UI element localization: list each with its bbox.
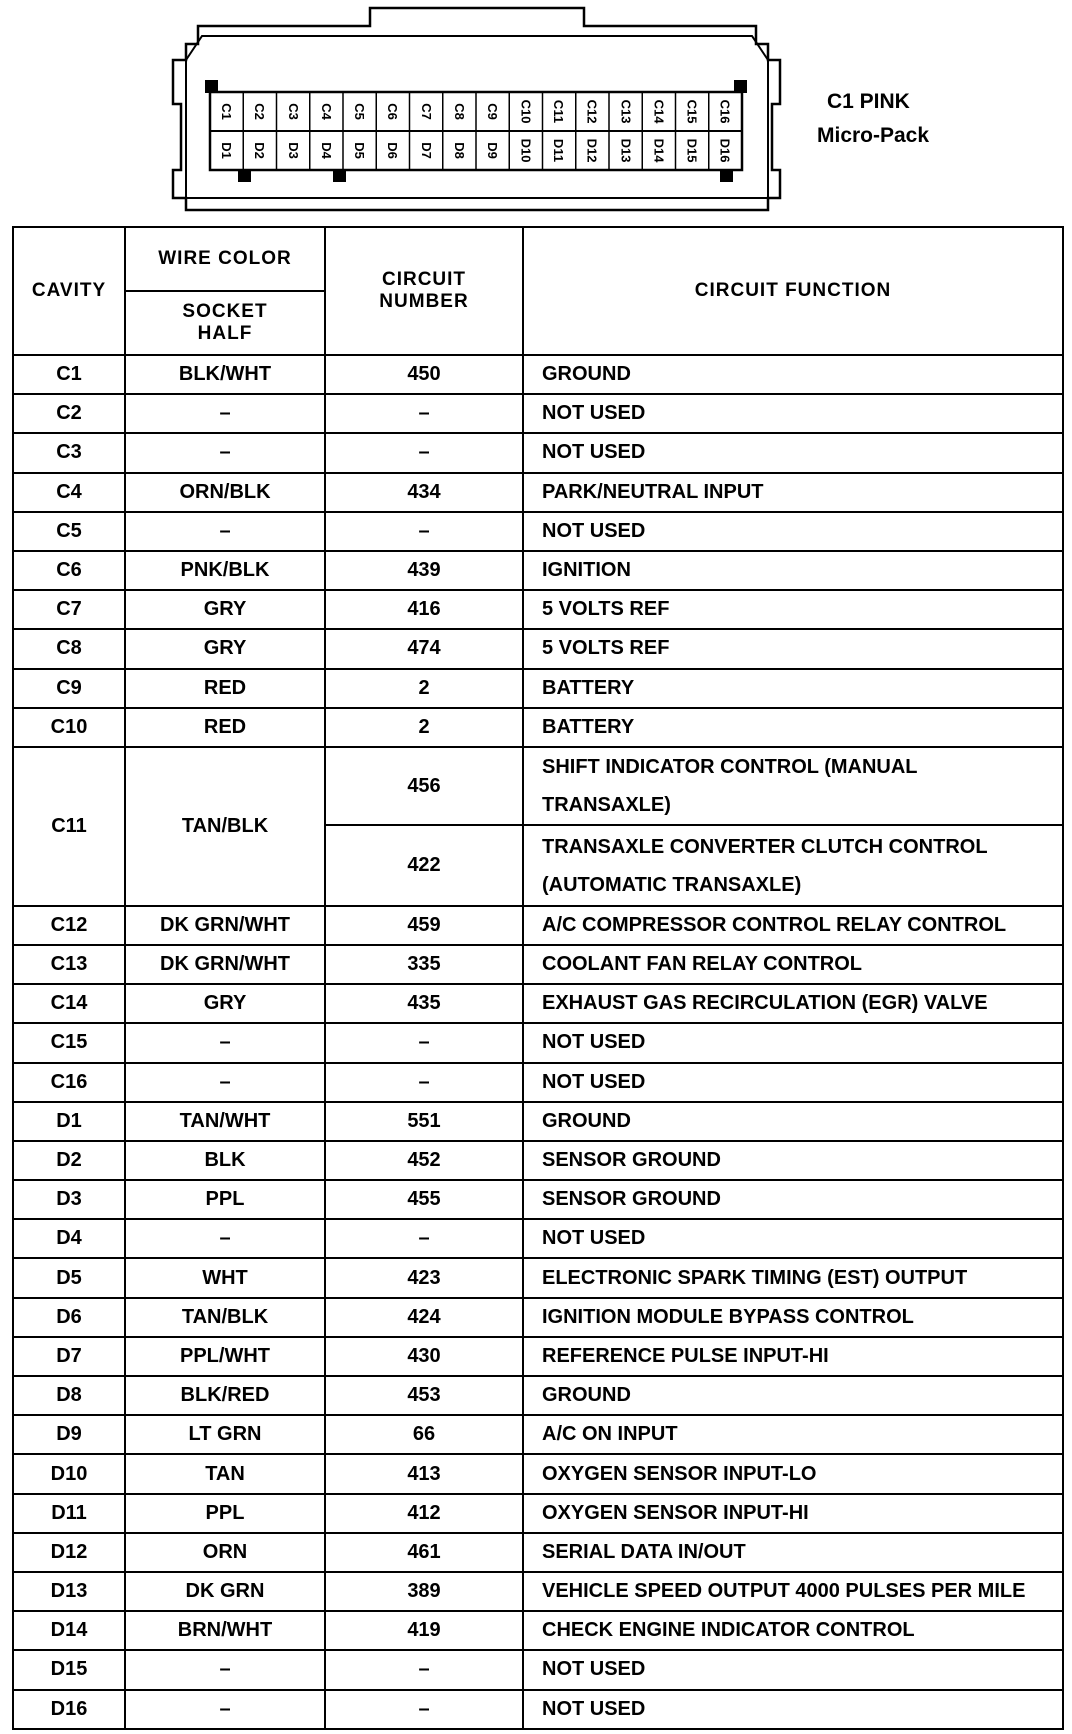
wire-color-cell: RED xyxy=(125,708,325,747)
cavity-cell: C4 xyxy=(13,473,125,512)
circuit-function-cell xyxy=(523,825,1063,905)
cavity-cell: C14 xyxy=(13,984,125,1023)
wire-color-cell: DK GRN/WHT xyxy=(125,906,325,945)
wire-color-cell: TAN/WHT xyxy=(125,1102,325,1141)
circuit-number-cell: 459 xyxy=(325,906,523,945)
circuit-function-cell: NOT USED xyxy=(523,1650,1063,1689)
pin-d14 xyxy=(643,133,674,168)
cavity-cell: D7 xyxy=(13,1337,125,1376)
circuit-function-cell: IGNITION MODULE BYPASS CONTROL xyxy=(523,1298,1063,1337)
pin-label: C14 xyxy=(651,99,667,124)
cavity-cell: C8 xyxy=(13,629,125,668)
cavity-cell: D6 xyxy=(13,1298,125,1337)
circuit-function-cell: GROUND xyxy=(523,1102,1063,1141)
pin-label: D3 xyxy=(285,142,301,159)
pin-label: C1 xyxy=(219,103,234,120)
cavity-cell: C6 xyxy=(13,551,125,590)
wire-color-cell: BLK/WHT xyxy=(125,355,325,394)
table-row xyxy=(13,1611,1063,1650)
circuit-function-cell: A/C COMPRESSOR CONTROL RELAY CONTROL xyxy=(523,906,1063,945)
pin-d15 xyxy=(677,133,708,168)
table-row xyxy=(13,1141,1063,1180)
pin-label: D13 xyxy=(617,138,633,163)
circuit-number-cell: – xyxy=(325,433,523,472)
pin-label: C10 xyxy=(518,99,534,124)
pin-d12 xyxy=(577,133,608,168)
cavity-cell: C7 xyxy=(13,590,125,629)
pin-c2 xyxy=(244,94,275,129)
pin-label: D16 xyxy=(717,138,733,163)
circuit-function-cell: VEHICLE SPEED OUTPUT 4000 PULSES PER MILE xyxy=(523,1572,1063,1611)
pin-label: D4 xyxy=(318,142,334,159)
circuit-number-cell: 416 xyxy=(325,590,523,629)
pin-d4 xyxy=(311,133,342,168)
circuit-number-cell: – xyxy=(325,512,523,551)
circuit-number-cell: 2 xyxy=(325,708,523,747)
table-row xyxy=(13,473,1063,512)
circuit-number-cell: 66 xyxy=(325,1415,523,1454)
table-row xyxy=(13,1690,1063,1729)
circuit-function-cell: GROUND xyxy=(523,355,1063,394)
pin-c3 xyxy=(278,94,309,129)
wire-color-cell: – xyxy=(125,433,325,472)
table-row xyxy=(13,1494,1063,1533)
circuit-function-cell: REFERENCE PULSE INPUT-HI xyxy=(523,1337,1063,1376)
circuit-number-cell: 455 xyxy=(325,1180,523,1219)
table-row xyxy=(13,1415,1063,1454)
cavity-cell: D9 xyxy=(13,1415,125,1454)
pin-d13 xyxy=(610,133,641,168)
pin-label: C2 xyxy=(252,103,268,120)
wire-color-cell: DK GRN/WHT xyxy=(125,945,325,984)
table-row xyxy=(13,394,1063,433)
table-row xyxy=(13,1533,1063,1572)
table-row xyxy=(13,1063,1063,1102)
circuit-number-cell: 412 xyxy=(325,1494,523,1533)
cavity-cell: D11 xyxy=(13,1494,125,1533)
circuit-function-cell: NOT USED xyxy=(523,433,1063,472)
circuit-function-cell: NOT USED xyxy=(523,1023,1063,1062)
pin-label: D1 xyxy=(219,142,234,159)
cavity-cell: C5 xyxy=(13,512,125,551)
pin-label: D8 xyxy=(451,142,467,159)
circuit-number-cell: 435 xyxy=(325,984,523,1023)
pin-label: C13 xyxy=(617,99,633,124)
circuit-function-cell: 5 VOLTS REF xyxy=(523,590,1063,629)
circuit-number-cell: 389 xyxy=(325,1572,523,1611)
circuit-number-cell: – xyxy=(325,394,523,433)
pin-c1 xyxy=(211,94,242,129)
pin-label: C6 xyxy=(385,103,401,120)
pin-d5 xyxy=(344,133,375,168)
circuit-function-cell xyxy=(523,747,1063,825)
circuit-function-cell: IGNITION xyxy=(523,551,1063,590)
cavity-cell: C15 xyxy=(13,1023,125,1062)
cavity-cell: D15 xyxy=(13,1650,125,1689)
table-row xyxy=(13,1650,1063,1689)
cavity-cell: D12 xyxy=(13,1533,125,1572)
circuit-number-cell: 456 xyxy=(325,747,523,825)
circuit-number-cell: 450 xyxy=(325,355,523,394)
pin-d1 xyxy=(211,133,242,168)
cavity-cell: C12 xyxy=(13,906,125,945)
pin-label: C4 xyxy=(318,103,334,120)
wire-color-cell: ORN/BLK xyxy=(125,473,325,512)
cavity-cell: C10 xyxy=(13,708,125,747)
circuit-number-cell: – xyxy=(325,1023,523,1062)
table-row xyxy=(13,1298,1063,1337)
connector-diagram xyxy=(0,0,1072,220)
pin-label: C12 xyxy=(584,99,600,124)
wire-color-cell: – xyxy=(125,1650,325,1689)
cavity-cell: D5 xyxy=(13,1258,125,1297)
wire-color-cell: PPL xyxy=(125,1494,325,1533)
pin-label: C8 xyxy=(451,103,467,120)
circuit-function-cell: NOT USED xyxy=(523,1063,1063,1102)
cavity-cell: C2 xyxy=(13,394,125,433)
pinout-table xyxy=(12,226,1062,1730)
pin-c14 xyxy=(643,94,674,129)
table-row xyxy=(13,1102,1063,1141)
circuit-number-cell: 419 xyxy=(325,1611,523,1650)
function-line: SHIFT INDICATOR CONTROL (MANUAL xyxy=(542,756,918,779)
pin-label: D14 xyxy=(651,138,667,163)
circuit-number-cell: 551 xyxy=(325,1102,523,1141)
pin-label: D7 xyxy=(418,142,434,159)
pin-label: D11 xyxy=(551,138,567,163)
header-socket-half: SOCKET HALF xyxy=(125,291,325,355)
table-row xyxy=(13,906,1063,945)
circuit-function-cell: EXHAUST GAS RECIRCULATION (EGR) VALVE xyxy=(523,984,1063,1023)
function-line: (AUTOMATIC TRANSAXLE) xyxy=(542,873,802,896)
circuit-function-cell: NOT USED xyxy=(523,394,1063,433)
wire-color-cell: BLK xyxy=(125,1141,325,1180)
wire-color-cell: TAN xyxy=(125,1454,325,1493)
table-row xyxy=(13,1337,1063,1376)
table-row xyxy=(13,708,1063,747)
header-circuit-number: CIRCUIT NUMBER xyxy=(325,227,523,355)
connector-name: C1 PINK xyxy=(827,90,910,113)
circuit-number-cell: – xyxy=(325,1063,523,1102)
circuit-number-cell: 474 xyxy=(325,629,523,668)
wire-color-cell: PPL xyxy=(125,1180,325,1219)
pin-d9 xyxy=(477,133,508,168)
cavity-cell: D8 xyxy=(13,1376,125,1415)
pin-label: C11 xyxy=(551,99,567,124)
table-row xyxy=(13,590,1063,629)
pin-d3 xyxy=(278,133,309,168)
pin-label: D15 xyxy=(684,138,700,163)
pin-label: D12 xyxy=(584,138,600,163)
circuit-function-cell: SERIAL DATA IN/OUT xyxy=(523,1533,1063,1572)
table-row xyxy=(13,1180,1063,1219)
circuit-number-cell: 434 xyxy=(325,473,523,512)
pin-c4 xyxy=(311,94,342,129)
pin-c15 xyxy=(677,94,708,129)
wire-color-cell: ORN xyxy=(125,1533,325,1572)
table-row xyxy=(13,1572,1063,1611)
table-row xyxy=(13,1258,1063,1297)
connector-type: Micro-Pack xyxy=(817,124,930,147)
wire-color-cell: GRY xyxy=(125,590,325,629)
header-cavity: CAVITY xyxy=(13,227,125,355)
circuit-number-cell: 452 xyxy=(325,1141,523,1180)
pin-label: C15 xyxy=(684,99,700,124)
pin-c12 xyxy=(577,94,608,129)
table-row xyxy=(13,512,1063,551)
table-row xyxy=(13,984,1063,1023)
circuit-function-cell: NOT USED xyxy=(523,512,1063,551)
wire-color-cell: – xyxy=(125,394,325,433)
pin-c10 xyxy=(510,94,541,129)
pin-label: D2 xyxy=(252,142,268,159)
cavity-cell: C13 xyxy=(13,945,125,984)
cavity-cell: C1 xyxy=(13,355,125,394)
pin-label: C7 xyxy=(418,103,434,120)
circuit-number-cell: – xyxy=(325,1219,523,1258)
wire-color-cell: PNK/BLK xyxy=(125,551,325,590)
circuit-function-cell: 5 VOLTS REF xyxy=(523,629,1063,668)
circuit-number-cell: – xyxy=(325,1650,523,1689)
table-row xyxy=(13,669,1063,708)
circuit-function-cell: NOT USED xyxy=(523,1219,1063,1258)
circuit-number-cell: – xyxy=(325,1690,523,1729)
function-line: TRANSAXLE CONVERTER CLUTCH CONTROL xyxy=(542,835,988,858)
circuit-number-cell: 2 xyxy=(325,669,523,708)
circuit-function-cell: A/C ON INPUT xyxy=(523,1415,1063,1454)
circuit-number-cell: 424 xyxy=(325,1298,523,1337)
wire-color-cell: WHT xyxy=(125,1258,325,1297)
cavity-cell: C16 xyxy=(13,1063,125,1102)
header-wire-color: WIRE COLOR xyxy=(125,227,325,291)
pin-label: D5 xyxy=(352,142,367,159)
cavity-cell: D3 xyxy=(13,1180,125,1219)
circuit-number-cell: 453 xyxy=(325,1376,523,1415)
table-row xyxy=(13,355,1063,394)
pin-c16 xyxy=(710,94,741,129)
pin-label: D6 xyxy=(385,142,401,159)
pin-label: C3 xyxy=(285,103,301,120)
table-row xyxy=(13,1454,1063,1493)
pin-d8 xyxy=(444,133,475,168)
table-row xyxy=(13,1219,1063,1258)
wire-color-cell: – xyxy=(125,512,325,551)
circuit-number-cell: 430 xyxy=(325,1337,523,1376)
circuit-number-cell: 422 xyxy=(325,825,523,905)
pin-d16 xyxy=(710,133,741,168)
circuit-function-cell: PARK/NEUTRAL INPUT xyxy=(523,473,1063,512)
pin-label: D10 xyxy=(518,138,534,163)
pin-d10 xyxy=(510,133,541,168)
cavity-cell: D14 xyxy=(13,1611,125,1650)
pin-label: C5 xyxy=(352,103,367,120)
circuit-number-cell: 461 xyxy=(325,1533,523,1572)
table-row xyxy=(13,629,1063,668)
pin-c7 xyxy=(411,94,442,129)
wire-color-cell: GRY xyxy=(125,629,325,668)
pin-label: D9 xyxy=(485,142,500,159)
wire-color-cell: TAN/BLK xyxy=(125,1298,325,1337)
pin-label: C16 xyxy=(717,99,733,124)
circuit-function-cell: BATTERY xyxy=(523,708,1063,747)
table-row xyxy=(13,1376,1063,1415)
circuit-function-cell: GROUND xyxy=(523,1376,1063,1415)
circuit-number-cell: 423 xyxy=(325,1258,523,1297)
circuit-function-cell: BATTERY xyxy=(523,669,1063,708)
wire-color-cell: LT GRN xyxy=(125,1415,325,1454)
pin-c9 xyxy=(477,94,508,129)
wire-color-cell: – xyxy=(125,1690,325,1729)
pin-c11 xyxy=(544,94,575,129)
cavity-cell: D2 xyxy=(13,1141,125,1180)
circuit-function-cell: SENSOR GROUND xyxy=(523,1180,1063,1219)
circuit-function-cell: ELECTRONIC SPARK TIMING (EST) OUTPUT xyxy=(523,1258,1063,1297)
cavity-cell: D10 xyxy=(13,1454,125,1493)
table-row xyxy=(13,945,1063,984)
pin-d11 xyxy=(544,133,575,168)
circuit-number-cell: 439 xyxy=(325,551,523,590)
cavity-cell: C3 xyxy=(13,433,125,472)
cavity-cell: D13 xyxy=(13,1572,125,1611)
cavity-cell: C9 xyxy=(13,669,125,708)
circuit-function-cell: SENSOR GROUND xyxy=(523,1141,1063,1180)
wire-color-cell: BLK/RED xyxy=(125,1376,325,1415)
pin-c5 xyxy=(344,94,375,129)
wire-color-cell: TAN/BLK xyxy=(125,747,325,906)
wire-color-cell: DK GRN xyxy=(125,1572,325,1611)
table-row xyxy=(13,433,1063,472)
circuit-function-cell: COOLANT FAN RELAY CONTROL xyxy=(523,945,1063,984)
wire-color-cell: – xyxy=(125,1219,325,1258)
pin-c8 xyxy=(444,94,475,129)
pin-label: C9 xyxy=(485,103,500,120)
cavity-cell: D1 xyxy=(13,1102,125,1141)
wire-color-cell: PPL/WHT xyxy=(125,1337,325,1376)
cavity-cell: C11 xyxy=(13,747,125,906)
pin-d2 xyxy=(244,133,275,168)
pin-d7 xyxy=(411,133,442,168)
wire-color-cell: – xyxy=(125,1063,325,1102)
wire-color-cell: BRN/WHT xyxy=(125,1611,325,1650)
cavity-cell: D4 xyxy=(13,1219,125,1258)
wire-color-cell: – xyxy=(125,1023,325,1062)
circuit-function-cell: NOT USED xyxy=(523,1690,1063,1729)
circuit-function-cell: OXYGEN SENSOR INPUT-LO xyxy=(523,1454,1063,1493)
pin-c13 xyxy=(610,94,641,129)
pin-d6 xyxy=(377,133,408,168)
function-line: TRANSAXLE) xyxy=(542,794,671,817)
circuit-number-cell: 413 xyxy=(325,1454,523,1493)
table-row xyxy=(13,551,1063,590)
circuit-function-cell: CHECK ENGINE INDICATOR CONTROL xyxy=(523,1611,1063,1650)
cavity-cell: D16 xyxy=(13,1690,125,1729)
table-row xyxy=(13,1023,1063,1062)
circuit-number-cell: 335 xyxy=(325,945,523,984)
pin-c6 xyxy=(377,94,408,129)
wire-color-cell: GRY xyxy=(125,984,325,1023)
header-circuit-function: CIRCUIT FUNCTION xyxy=(523,227,1063,355)
wire-color-cell: RED xyxy=(125,669,325,708)
circuit-function-cell: OXYGEN SENSOR INPUT-HI xyxy=(523,1494,1063,1533)
